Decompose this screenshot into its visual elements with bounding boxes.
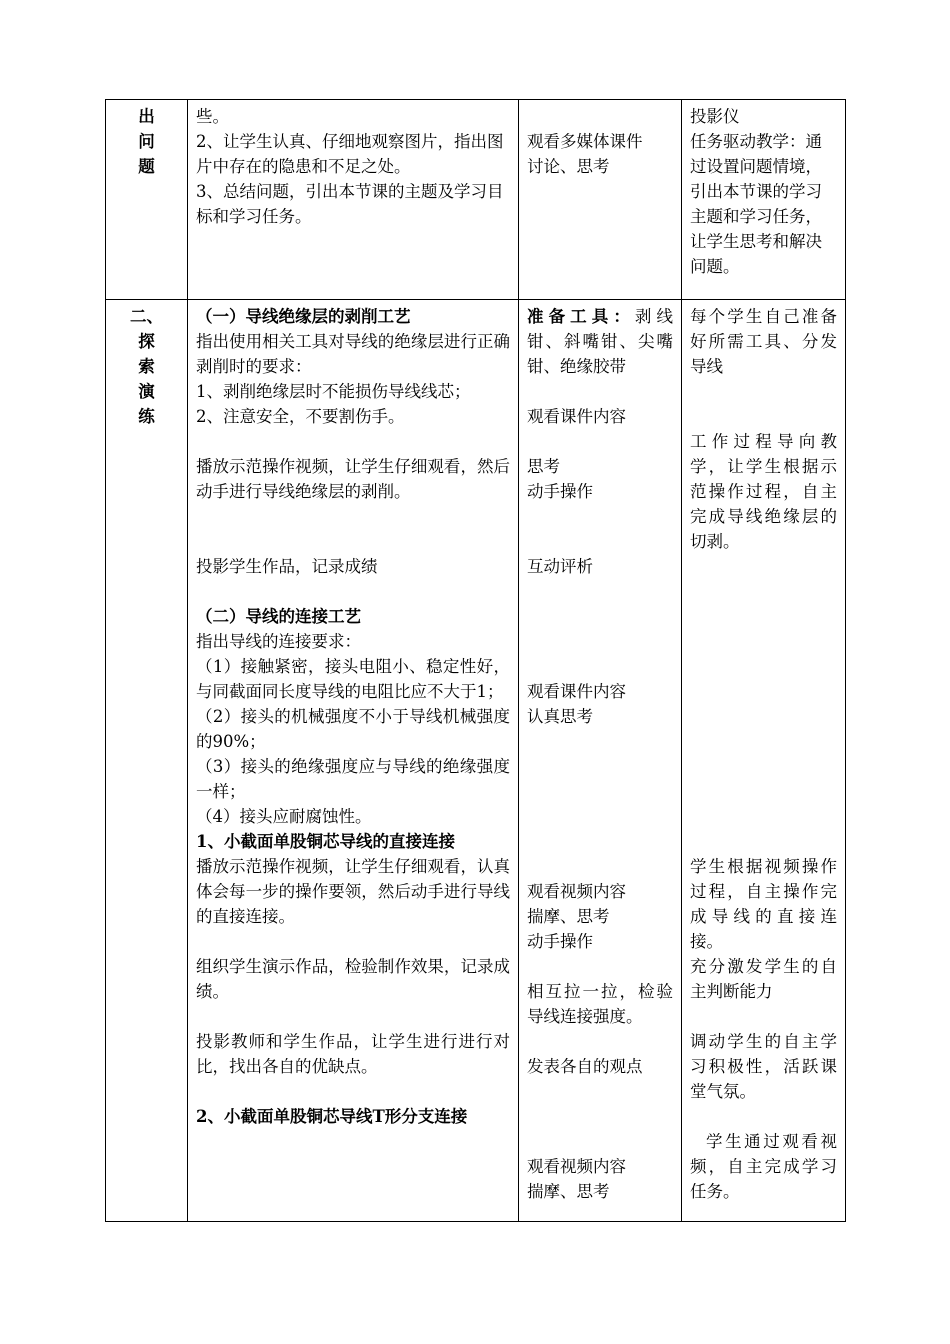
- content-text: 组织学生演示作品，检验制作效果，记录成绩。: [196, 957, 510, 1001]
- section-heading: 2、小截面单股铜芯导线T形分支连接: [196, 1107, 468, 1126]
- student-text: 揣摩、思考: [527, 907, 610, 926]
- section-heading: （二）导线的连接工艺: [196, 607, 361, 626]
- content-text: 些。: [196, 107, 229, 126]
- tools-label: 准备工具：: [527, 307, 635, 326]
- content-text: 投影学生作品，记录成绩: [196, 557, 378, 576]
- stage-char: 演: [138, 382, 155, 401]
- student-activity-cell: [519, 300, 682, 1222]
- content-text: 3、总结问题，引出本节课的主题及学习目标和学习任务。: [196, 182, 504, 226]
- content-text: 2、注意安全，不要割伤手。: [196, 407, 405, 426]
- table-row: [106, 100, 846, 300]
- table-row: [106, 300, 846, 1222]
- stage-char: 出: [138, 107, 155, 126]
- student-text: 互动评析: [527, 557, 593, 576]
- stage-char: 练: [138, 407, 155, 426]
- content-text: （1）接触紧密，接头电阻小、稳定性好，与同截面同长度导线的电阻比应不大于1；: [196, 657, 510, 701]
- content-text: 2、让学生认真、仔细地观察图片，指出图片中存在的隐患和不足之处。: [196, 132, 504, 176]
- method-text: 任务驱动教学：通过设置问题情境，引出本节课的学习主题和学习任务，让学生思考和解决问题。: [690, 132, 822, 276]
- stage-char: 索: [138, 357, 155, 376]
- content-text: 1、剥削绝缘层时不能损伤导线线芯；: [196, 382, 471, 401]
- student-text: 观看课件内容: [527, 407, 626, 426]
- student-text: 认真思考: [527, 707, 593, 726]
- method-text: 每个学生自己准备好所需工具、分发导线: [690, 307, 837, 376]
- method-text: 学生通过观看视频，自主完成学习任务。: [690, 1132, 837, 1201]
- content-text: 播放示范操作视频，让学生仔细观看，认真体会每一步的操作要领，然后动手进行导线的直接连接。: [196, 857, 510, 926]
- method-cell: [682, 300, 846, 1222]
- student-text: 发表各自的观点: [527, 1057, 643, 1076]
- lesson-plan-table: [105, 99, 846, 1222]
- student-text: 观看视频内容: [527, 1157, 626, 1176]
- content-text: 投影教师和学生作品，让学生进行进行对比，找出各自的优缺点。: [196, 1032, 510, 1076]
- content-text: 指出使用相关工具对导线的绝缘层进行正确剥削时的要求：: [196, 332, 510, 376]
- teacher-activity-cell: [188, 100, 519, 300]
- stage-cell: [106, 100, 188, 300]
- stage-char: 题: [138, 157, 155, 176]
- stage-char: 二、: [130, 307, 163, 326]
- stage-cell: [106, 300, 188, 1222]
- content-text: （2）接头的机械强度不小于导线机械强度的90%；: [196, 707, 510, 751]
- student-text: 相互拉一拉，检验导线连接强度。: [527, 982, 673, 1026]
- student-text: 观看多媒体课件: [527, 132, 643, 151]
- content-text: 播放示范操作视频，让学生仔细观看，然后动手进行导线绝缘层的剥削。: [196, 457, 510, 501]
- content-text: （4）接头应耐腐蚀性。: [196, 807, 372, 826]
- student-text: 讨论、思考: [527, 157, 610, 176]
- student-text: 思考: [527, 457, 560, 476]
- content-text: （3）接头的绝缘强度应与导线的绝缘强度一样；: [196, 757, 510, 801]
- method-text: 充分激发学生的自主判断能力: [690, 957, 837, 1001]
- section-heading: 1、小截面单股铜芯导线的直接连接: [196, 832, 455, 851]
- student-text: 观看视频内容: [527, 882, 626, 901]
- method-text: 学生根据视频操作过程，自主操作完成导线的直接连接。: [690, 857, 837, 951]
- stage-char: 探: [138, 332, 155, 351]
- student-text: 观看课件内容: [527, 682, 626, 701]
- method-text: 调动学生的自主学习积极性，活跃课堂气氛。: [690, 1032, 837, 1101]
- tools-text: 剥线钳、斜嘴钳、尖嘴钳、绝缘胶带: [527, 307, 674, 376]
- stage-char: 问: [138, 132, 155, 151]
- student-text: 动手操作: [527, 932, 593, 951]
- method-cell: [682, 100, 846, 300]
- student-text: 动手操作: [527, 482, 593, 501]
- student-text: 揣摩、思考: [527, 1182, 610, 1201]
- content-text: 指出导线的连接要求：: [196, 632, 361, 651]
- method-text: 工作过程导向教学，让学生根据示范操作过程，自主完成导线绝缘层的切剥。: [690, 432, 837, 551]
- section-heading: （一）导线绝缘层的剥削工艺: [196, 307, 411, 326]
- method-text: 投影仪: [690, 107, 740, 126]
- teacher-activity-cell: [188, 300, 519, 1222]
- student-activity-cell: [519, 100, 682, 300]
